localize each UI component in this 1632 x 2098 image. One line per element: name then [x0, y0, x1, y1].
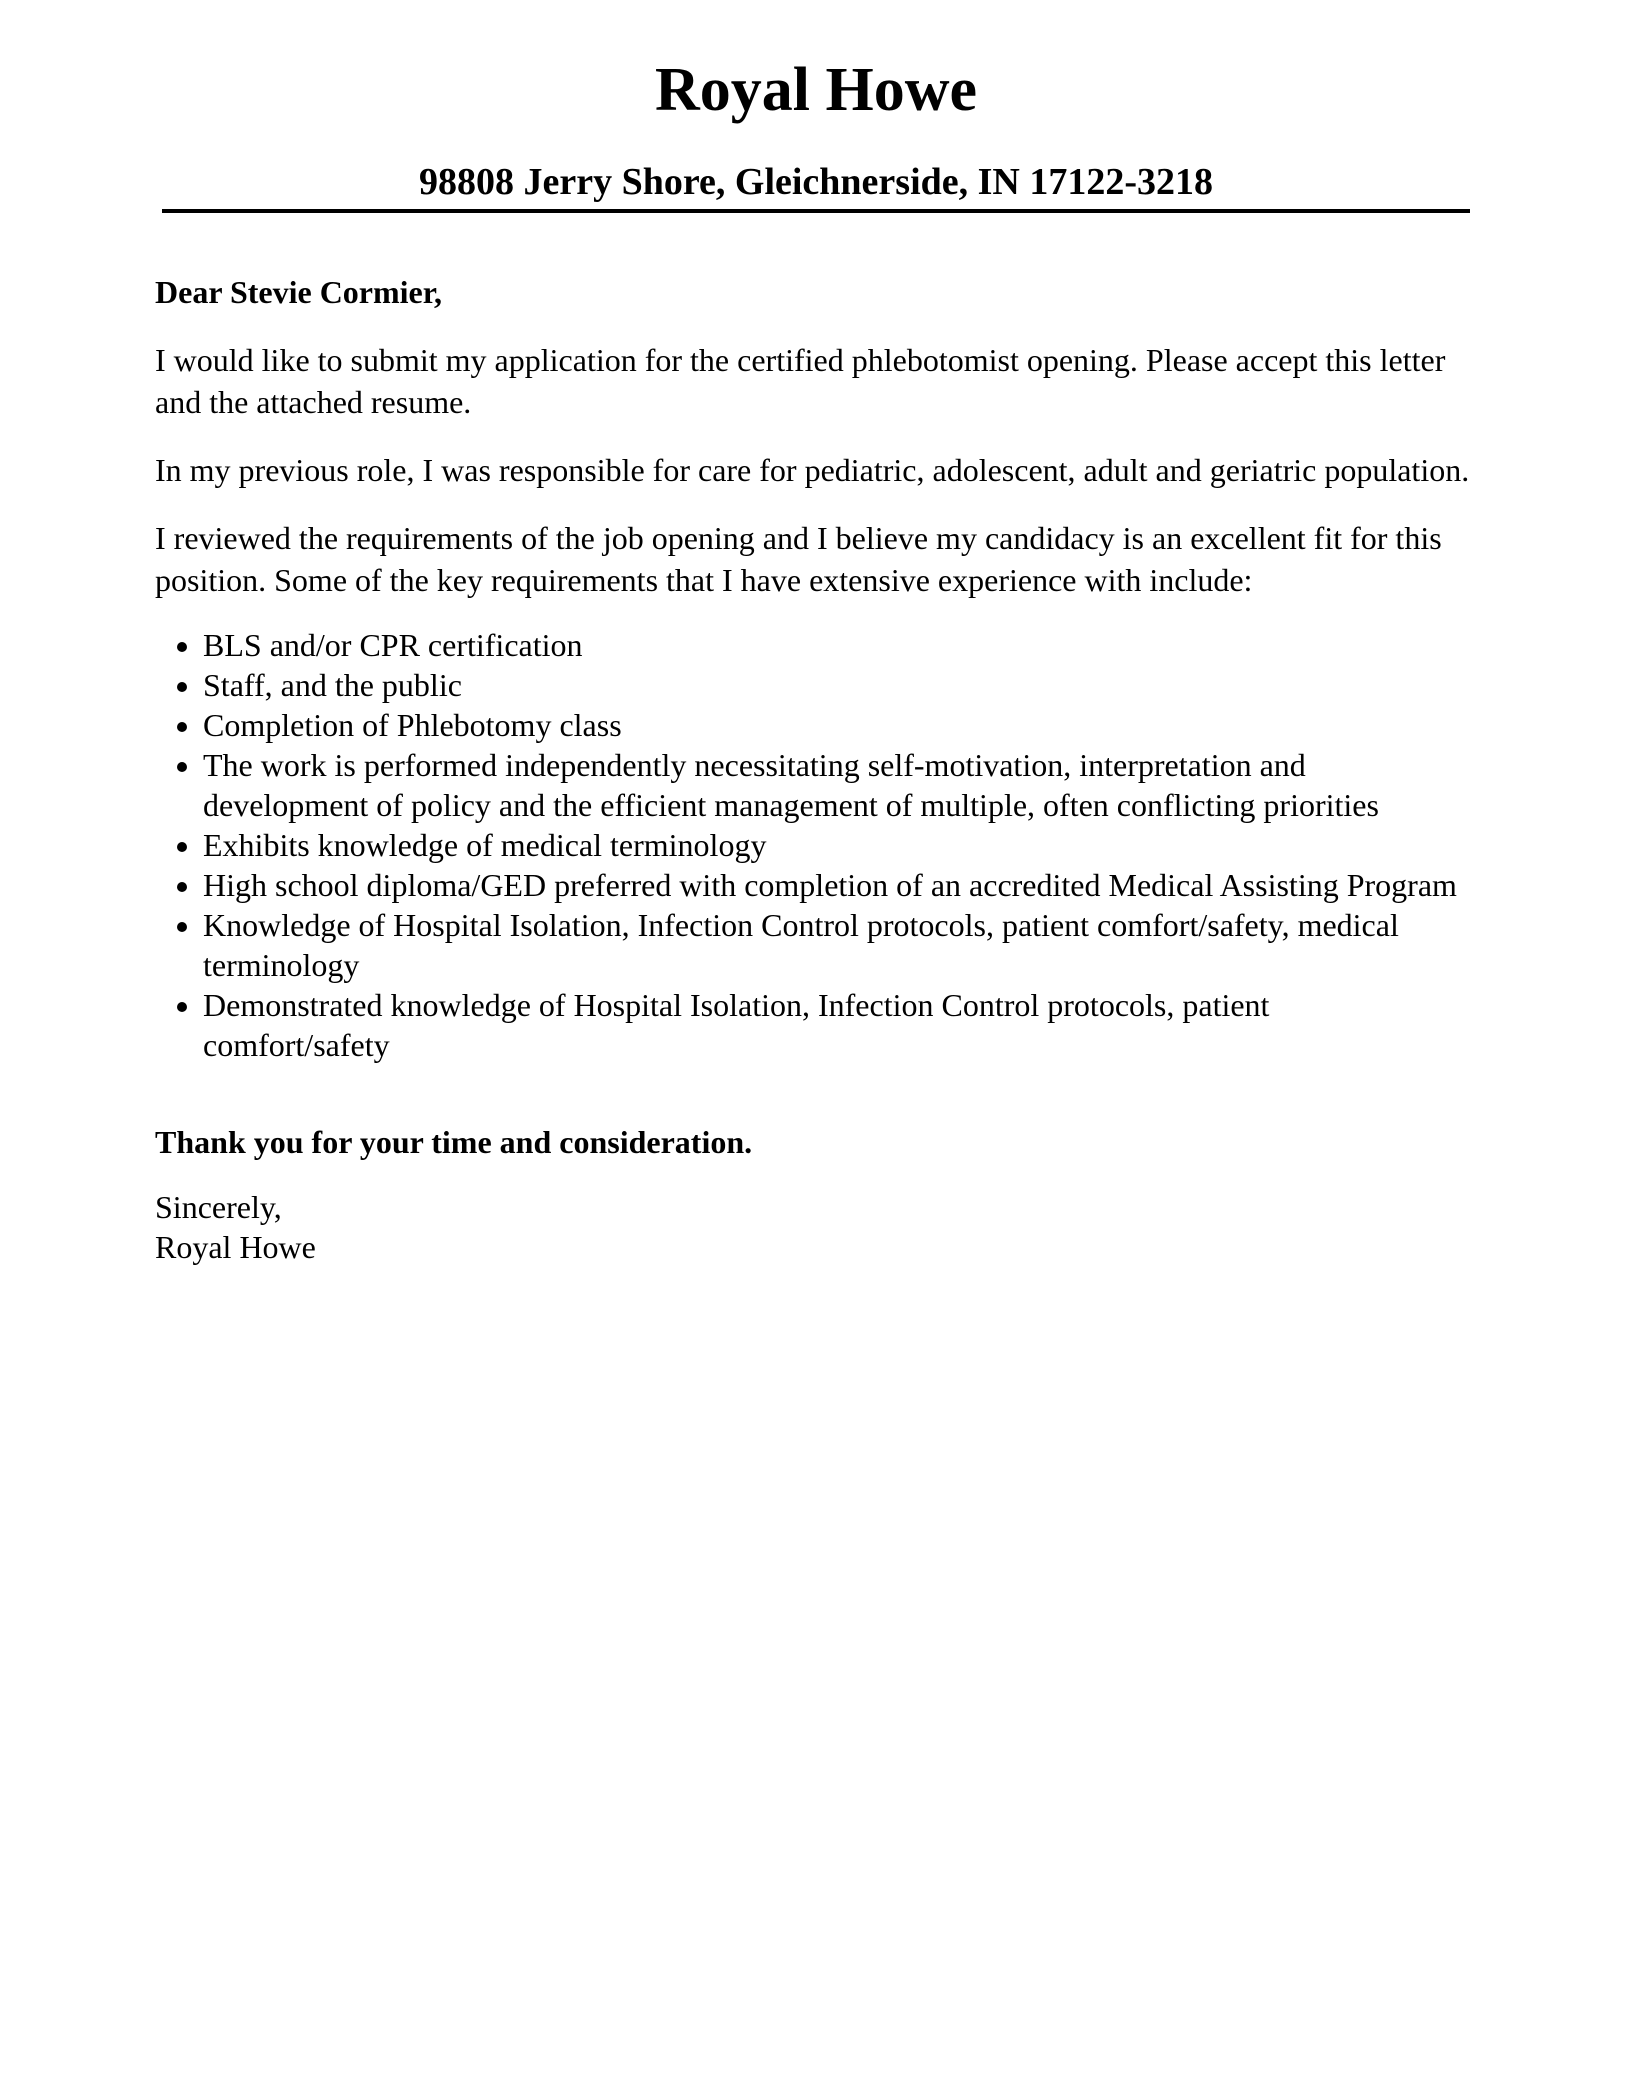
- list-item: • Knowledge of Hospital Isolation, Infection Control protocols, patient comfort/safety, medical terminology: [203, 905, 1457, 985]
- greeting: Dear Stevie Cormier,: [155, 274, 443, 310]
- list-item: • Demonstrated knowledge of Hospital Isolation, Infection Control protocols, patient comfort/safety: [203, 985, 1457, 1065]
- paragraph-previous-role: In my previous role, I was responsible for care for pediatric, adolescent, adult and geriatric population.: [155, 452, 1470, 488]
- thank-you-line: Thank you for your time and consideration.: [155, 1124, 753, 1160]
- letter-body: [155, 271, 1477, 1267]
- closing-salutation: Sincerely,: [155, 1189, 282, 1225]
- letter-header: [155, 52, 1477, 206]
- list-item: • The work is performed independently necessitating self-motivation, interpretation and development of policy and the efficient management of multiple, often conflicting priorities: [203, 745, 1457, 825]
- list-item: • Exhibits knowledge of medical terminology: [203, 825, 1457, 865]
- closing-block: [155, 1187, 1477, 1267]
- list-item: • Staff, and the public: [203, 665, 1457, 705]
- header-divider: [162, 209, 1470, 213]
- page-title: Royal Howe: [654, 56, 978, 124]
- signature-name: Royal Howe: [155, 1229, 316, 1265]
- paragraph-requirements-intro: I reviewed the requirements of the job opening and I believe my candidacy is an excellent fit for this position. Some of the key requirements that I have extensive experience with include:: [155, 520, 1442, 598]
- address-line: 98808 Jerry Shore, Gleichnerside, IN 17122-3218: [418, 161, 1214, 203]
- paragraph-application: I would like to submit my application for the certified phlebotomist opening. Please accept this letter and the attached resume.: [155, 342, 1446, 420]
- list-item: • BLS and/or CPR certification: [203, 625, 1457, 665]
- list-item: • Completion of Phlebotomy class: [203, 705, 1457, 745]
- list-item: • High school diploma/GED preferred with completion of an accredited Medical Assisting Program: [203, 865, 1457, 905]
- requirements-list: [155, 625, 1477, 1065]
